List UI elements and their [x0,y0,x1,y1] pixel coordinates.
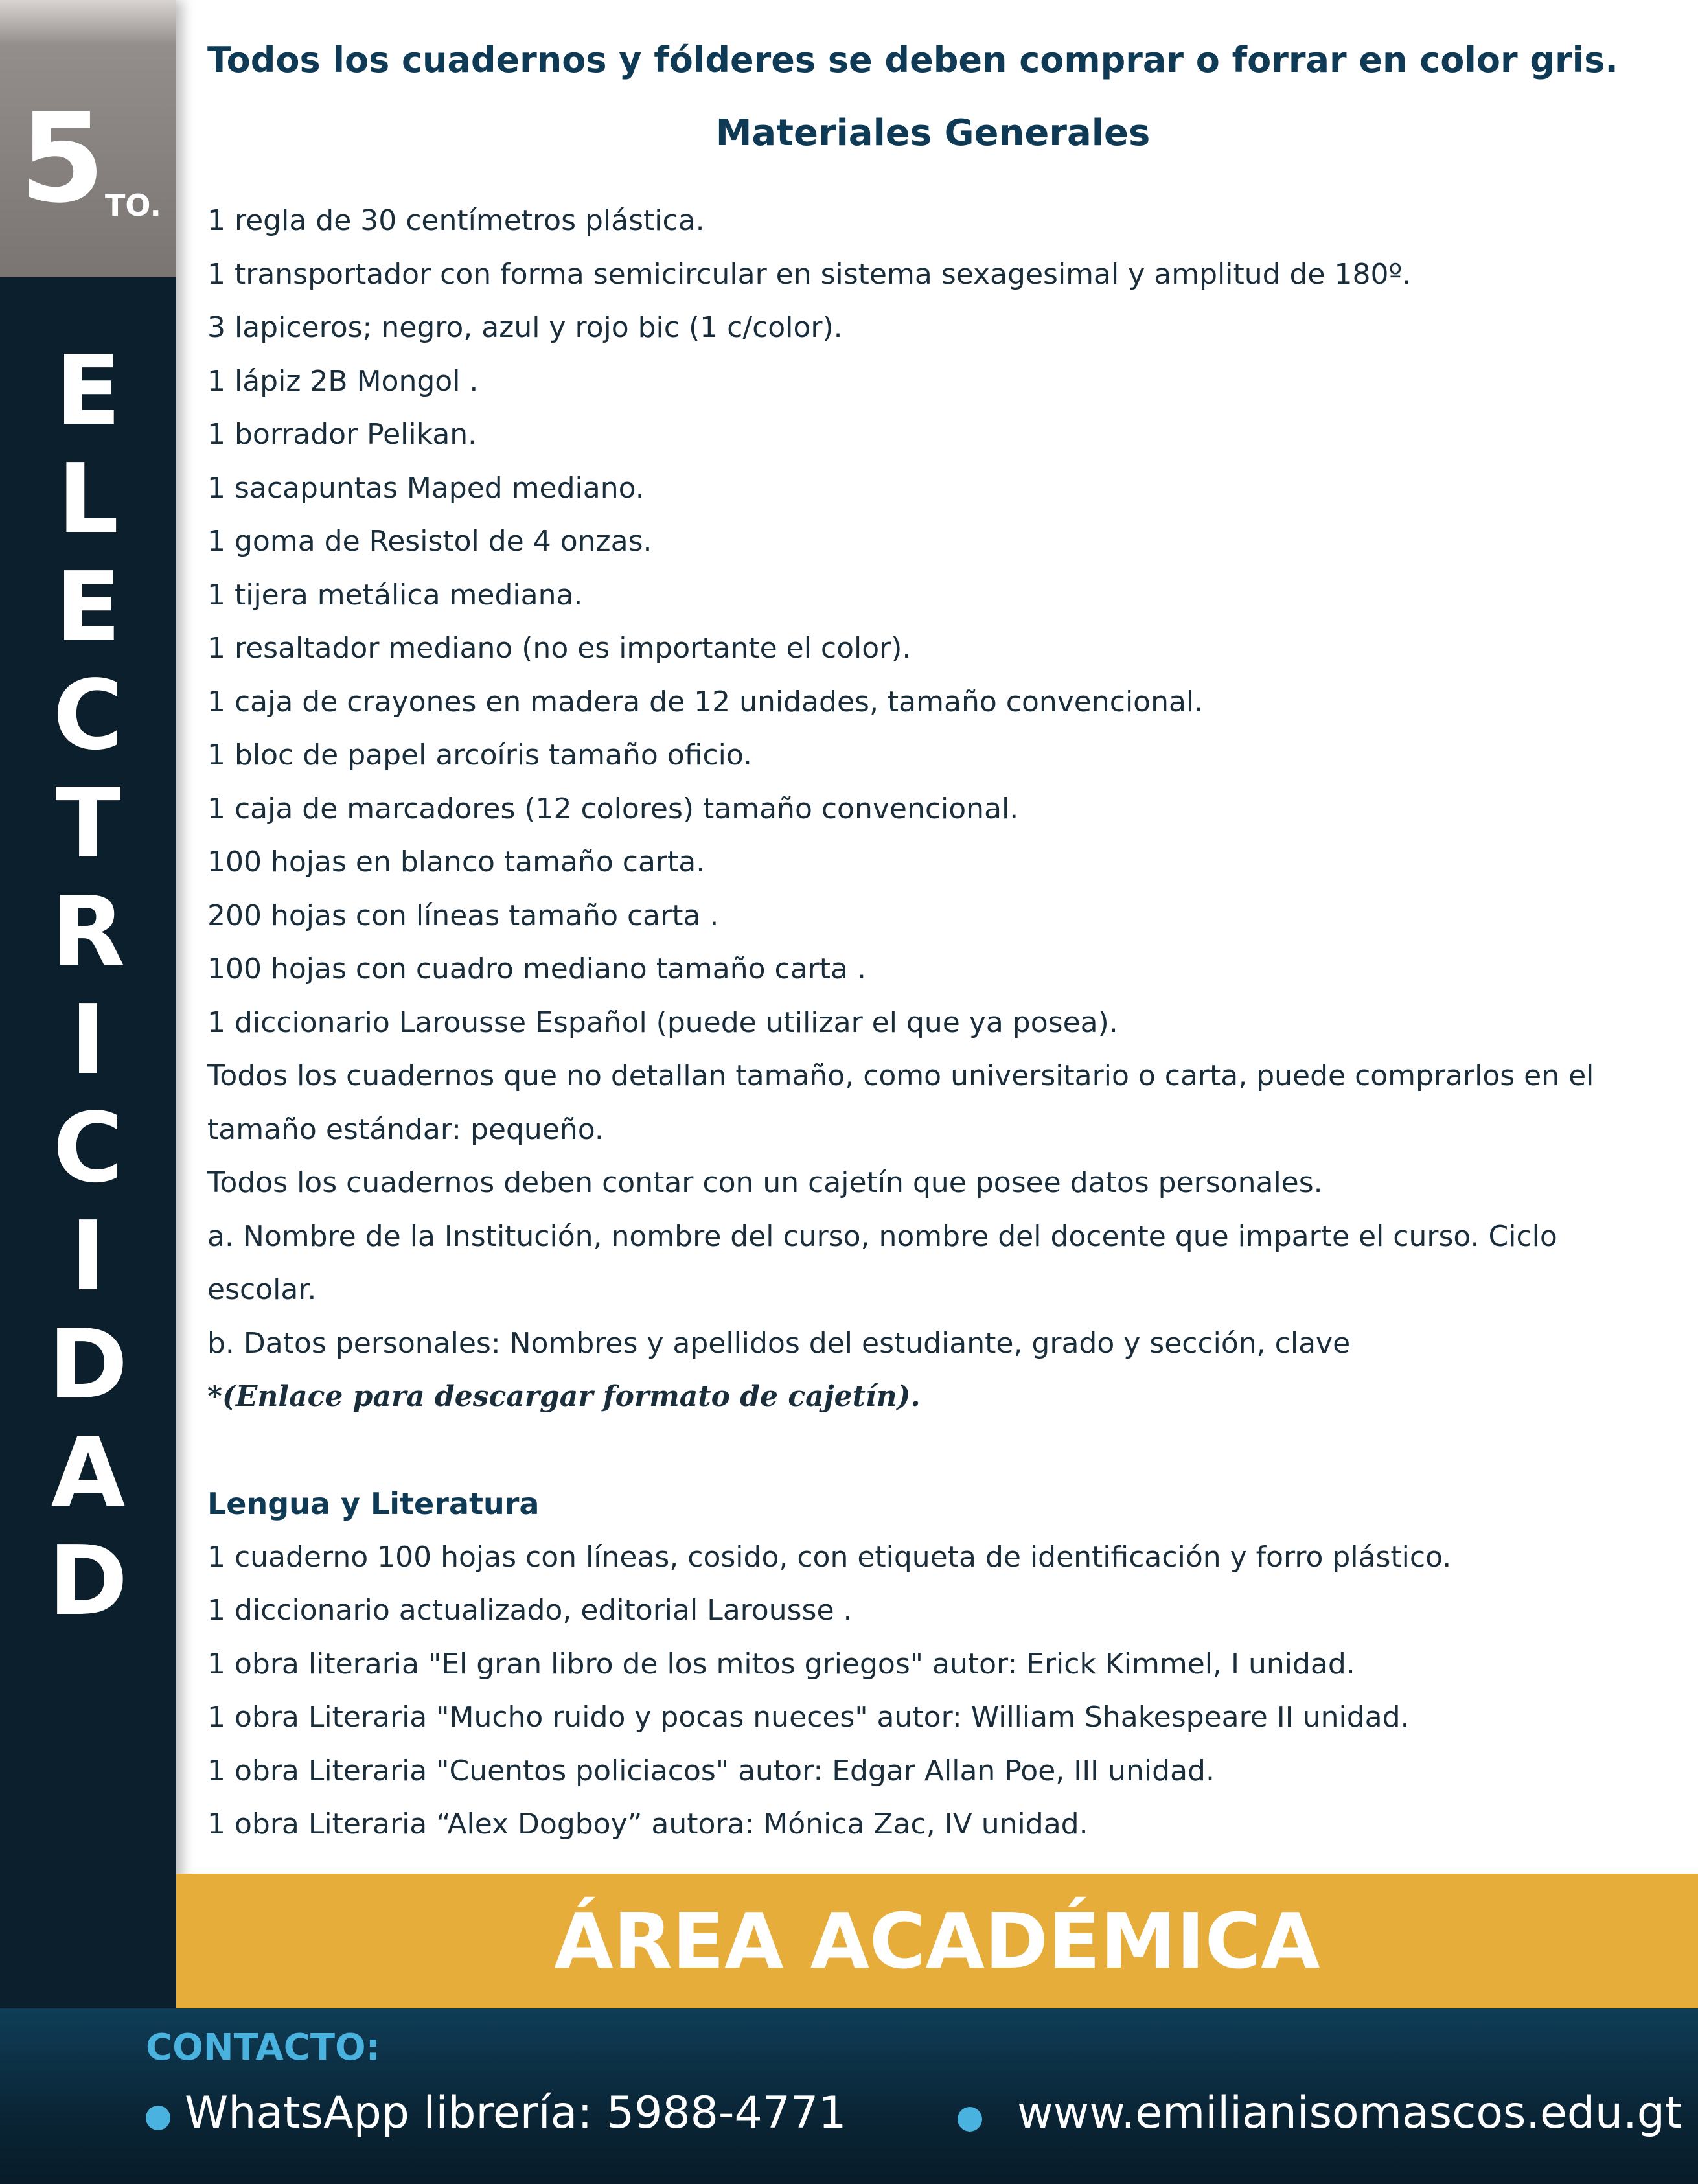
list-item: 1 resaltador mediano (no es importante el color). [207,632,912,665]
list-item: 1 tijera metálica mediana. [207,578,583,612]
note-cajetin-b: b. Datos personales: Nombres y apellidos del estudiante, grado y sección, clave [207,1326,1351,1360]
list-item: 1 sacapuntas Maped mediano. [207,471,645,505]
list-item: 3 lapiceros; negro, azul y rojo bic (1 c/color). [207,311,843,344]
website-link[interactable]: www.emilianisomascos.edu.gt [1017,2087,1682,2139]
list-item: 1 obra Literaria “Alex Dogboy” autora: Mónica Zac, IV unidad. [207,1808,1088,1841]
banner-title: ÁREA ACADÉMICA [554,1896,1320,1986]
section-title-lengua: Lengua y Literatura [207,1486,540,1521]
grade-suffix: TO. [105,188,161,223]
list-item: 1 transportador con forma semicircular en sistema sexagesimal y amplitud de 180º. [207,257,1412,291]
whatsapp-contact[interactable]: WhatsApp librería: 5988-4771 [185,2087,847,2139]
note-cajetin-a: a. Nombre de la Institución, nombre del curso, nombre del docente que imparte el curso. Ciclo escolar. [207,1219,1557,1306]
materials-content [207,31,1665,1841]
grade-badge [0,0,176,277]
vertical-letter: I [70,984,106,1096]
list-item: 1 diccionario actualizado, editorial Larousse . [207,1594,853,1627]
vertical-letter: D [48,1525,128,1637]
vertical-letter: E [55,551,121,663]
vertical-letter: L [57,443,119,555]
list-item: 1 borrador Pelikan. [207,418,477,451]
section-title-general: Materiales Generales [715,112,1151,154]
list-item: 1 bloc de papel arcoíris tamaño oficio. [207,739,752,772]
vertical-letter: I [70,1201,106,1312]
grade-number: 5 [19,87,106,230]
list-item: 100 hojas en blanco tamaño carta. [207,845,706,879]
general-materials-list [207,194,1665,1852]
list-item: 1 goma de Resistol de 4 onzas. [207,525,652,558]
footer-contact [0,2008,1698,2184]
list-item: 1 obra Literaria "Cuentos policiacos" autor: Edgar Allan Poe, III unidad. [207,1754,1215,1787]
vertical-letter: D [48,1309,128,1420]
list-item: 1 caja de crayones en madera de 12 unidades, tamaño convencional. [207,685,1204,718]
vertical-letter: C [52,1092,124,1204]
vertical-letter: R [51,876,125,987]
list-item: 1 regla de 30 centímetros plástica. [207,204,705,237]
list-item: 1 caja de marcadores (12 colores) tamaño convencional. [207,792,1019,825]
sidebar [0,0,176,2008]
vertical-letter: C [52,660,124,771]
list-item: 1 cuaderno 100 hojas con líneas, cosido, con etiqueta de identificación y forro plástico. [207,1540,1452,1574]
list-item: 1 obra Literaria "Mucho ruido y pocas nueces" autor: William Shakespeare II unidad. [207,1701,1410,1734]
list-item: 1 obra literaria "El gran libro de los mitos griegos" autor: Erick Kimmel, I unidad. [207,1647,1355,1681]
note-cajetin: Todos los cuadernos deben contar con un cajetín que posee datos personales. [207,1166,1323,1199]
vertical-letter: E [55,335,121,446]
note-notebook-size: Todos los cuadernos que no detallan tamaño, como universitario o carta, puede comprarlos en el tamaño estándar: pequeño. [207,1059,1594,1146]
top-note: Todos los cuadernos y fólderes se deben comprar o forrar en color gris. [207,40,1618,80]
vertical-letter: A [51,1417,126,1528]
vertical-course-name [0,337,176,1635]
list-item: 200 hojas con líneas tamaño carta . [207,899,719,932]
list-item: 1 diccionario Larousse Español (puede utilizar el que ya posea). [207,1006,1118,1039]
area-banner [176,1874,1698,2008]
contact-label: CONTACTO: [146,2027,381,2069]
list-item: 100 hojas con cuadro mediano tamaño carta . [207,952,866,985]
bullet-icon [146,2106,170,2130]
spacer [207,1424,1665,1478]
bullet-icon [958,2107,982,2132]
vertical-letter: T [55,768,121,879]
cajetin-download-link[interactable]: *(Enlace para descargar formato de cajetín). [207,1380,921,1413]
list-item: 1 lápiz 2B Mongol . [207,364,479,398]
